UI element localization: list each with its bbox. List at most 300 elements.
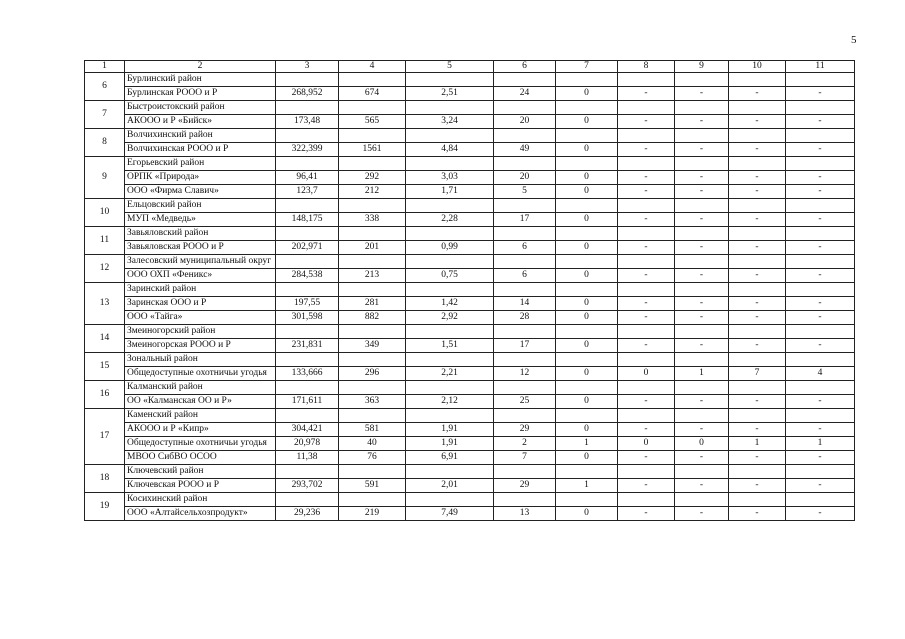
empty-cell [494, 227, 556, 241]
value-cell-col-3: 293,702 [276, 479, 339, 493]
value-cell-col-3: 171,611 [276, 395, 339, 409]
entity-name: ООО «Тайга» [125, 311, 276, 325]
empty-cell [786, 283, 855, 297]
value-cell-col-5: 0,99 [406, 241, 494, 255]
empty-cell [618, 255, 675, 269]
value-cell-col-5: 1,51 [406, 339, 494, 353]
value-cell-col-7: 0 [556, 115, 618, 129]
table-row [85, 213, 855, 227]
district-name: Бурлинский район [125, 73, 276, 87]
district-name: Калманский район [125, 381, 276, 395]
entity-name: ООО ОХП «Феникс» [125, 269, 276, 283]
column-header-6: 6 [494, 61, 556, 73]
value-cell-col-3: 29,236 [276, 507, 339, 521]
district-name: Косихинский район [125, 493, 276, 507]
row-number: 8 [85, 129, 125, 157]
value-cell-col-10: - [729, 213, 786, 227]
empty-cell [339, 381, 406, 395]
empty-cell [786, 493, 855, 507]
empty-cell [494, 465, 556, 479]
empty-cell [786, 255, 855, 269]
value-cell-col-3: 123,7 [276, 185, 339, 199]
empty-cell [618, 325, 675, 339]
district-row [85, 157, 855, 171]
value-cell-col-9: - [675, 507, 729, 521]
value-cell-col-8: - [618, 143, 675, 157]
empty-cell [494, 129, 556, 143]
empty-cell [494, 157, 556, 171]
empty-cell [276, 199, 339, 213]
value-cell-col-8: - [618, 451, 675, 465]
entity-name: Змеиногорская РООО и Р [125, 339, 276, 353]
empty-cell [406, 129, 494, 143]
entity-name: ОРПК «Природа» [125, 171, 276, 185]
value-cell-col-6: 29 [494, 479, 556, 493]
value-cell-col-6: 5 [494, 185, 556, 199]
empty-cell [729, 409, 786, 423]
value-cell-col-11: - [786, 297, 855, 311]
empty-cell [618, 409, 675, 423]
empty-cell [494, 199, 556, 213]
value-cell-col-10: - [729, 115, 786, 129]
value-cell-col-11: - [786, 213, 855, 227]
table-row [85, 507, 855, 521]
table-header [85, 61, 855, 73]
empty-cell [276, 157, 339, 171]
empty-cell [556, 381, 618, 395]
empty-cell [406, 255, 494, 269]
table-row [85, 367, 855, 381]
empty-cell [618, 227, 675, 241]
empty-cell [675, 325, 729, 339]
table-row [85, 311, 855, 325]
value-cell-col-5: 2,92 [406, 311, 494, 325]
entity-name: ООО «Алтайсельхозпродукт» [125, 507, 276, 521]
value-cell-col-7: 0 [556, 395, 618, 409]
table-row [85, 423, 855, 437]
value-cell-col-3: 96,41 [276, 171, 339, 185]
table-body [85, 73, 855, 521]
row-number: 15 [85, 353, 125, 381]
empty-cell [729, 199, 786, 213]
empty-cell [618, 493, 675, 507]
empty-cell [556, 465, 618, 479]
empty-cell [618, 283, 675, 297]
value-cell-col-4: 40 [339, 437, 406, 451]
value-cell-col-9: - [675, 185, 729, 199]
value-cell-col-9: - [675, 171, 729, 185]
empty-cell [786, 465, 855, 479]
column-header-2: 2 [125, 61, 276, 73]
empty-cell [406, 381, 494, 395]
empty-cell [494, 409, 556, 423]
district-name: Егорьевский район [125, 157, 276, 171]
value-cell-col-5: 1,42 [406, 297, 494, 311]
value-cell-col-9: - [675, 297, 729, 311]
value-cell-col-5: 2,12 [406, 395, 494, 409]
empty-cell [494, 493, 556, 507]
empty-cell [276, 101, 339, 115]
value-cell-col-4: 363 [339, 395, 406, 409]
value-cell-col-8: - [618, 423, 675, 437]
column-header-8: 8 [618, 61, 675, 73]
empty-cell [786, 325, 855, 339]
district-row [85, 227, 855, 241]
value-cell-col-8: - [618, 213, 675, 227]
value-cell-col-4: 591 [339, 479, 406, 493]
value-cell-col-8: 0 [618, 367, 675, 381]
empty-cell [494, 101, 556, 115]
district-row [85, 409, 855, 423]
value-cell-col-3: 173,48 [276, 115, 339, 129]
value-cell-col-8: - [618, 171, 675, 185]
value-cell-col-4: 674 [339, 87, 406, 101]
entity-name: Волчихинская РООО и Р [125, 143, 276, 157]
value-cell-col-7: 0 [556, 297, 618, 311]
value-cell-col-3: 148,175 [276, 213, 339, 227]
value-cell-col-7: 0 [556, 185, 618, 199]
value-cell-col-3: 231,831 [276, 339, 339, 353]
entity-name: АКООО и Р «Бийск» [125, 115, 276, 129]
value-cell-col-8: - [618, 339, 675, 353]
empty-cell [675, 255, 729, 269]
empty-cell [675, 409, 729, 423]
value-cell-col-10: - [729, 143, 786, 157]
table-row [85, 143, 855, 157]
value-cell-col-4: 882 [339, 311, 406, 325]
value-cell-col-8: - [618, 269, 675, 283]
column-header-10: 10 [729, 61, 786, 73]
value-cell-col-10: - [729, 339, 786, 353]
value-cell-col-6: 25 [494, 395, 556, 409]
empty-cell [339, 73, 406, 87]
value-cell-col-5: 2,21 [406, 367, 494, 381]
empty-cell [494, 325, 556, 339]
value-cell-col-4: 213 [339, 269, 406, 283]
value-cell-col-10: - [729, 311, 786, 325]
value-cell-col-5: 3,24 [406, 115, 494, 129]
column-header-1: 1 [85, 61, 125, 73]
value-cell-col-11: 1 [786, 437, 855, 451]
value-cell-col-10: 7 [729, 367, 786, 381]
table-row [85, 437, 855, 451]
district-row [85, 101, 855, 115]
value-cell-col-5: 7,49 [406, 507, 494, 521]
value-cell-col-7: 1 [556, 437, 618, 451]
value-cell-col-11: - [786, 269, 855, 283]
value-cell-col-4: 281 [339, 297, 406, 311]
district-name: Змеиногорский район [125, 325, 276, 339]
table-row [85, 171, 855, 185]
empty-cell [618, 101, 675, 115]
empty-cell [276, 129, 339, 143]
value-cell-col-6: 24 [494, 87, 556, 101]
empty-cell [675, 381, 729, 395]
row-number: 13 [85, 283, 125, 325]
row-number: 19 [85, 493, 125, 521]
value-cell-col-7: 0 [556, 423, 618, 437]
value-cell-col-9: - [675, 395, 729, 409]
empty-cell [276, 73, 339, 87]
value-cell-col-3: 304,421 [276, 423, 339, 437]
value-cell-col-11: - [786, 143, 855, 157]
row-number: 18 [85, 465, 125, 493]
empty-cell [406, 227, 494, 241]
district-row [85, 353, 855, 367]
value-cell-col-11: 4 [786, 367, 855, 381]
column-header-9: 9 [675, 61, 729, 73]
empty-cell [276, 381, 339, 395]
value-cell-col-3: 284,538 [276, 269, 339, 283]
empty-cell [494, 353, 556, 367]
value-cell-col-8: - [618, 185, 675, 199]
empty-cell [339, 409, 406, 423]
empty-cell [675, 129, 729, 143]
empty-cell [675, 283, 729, 297]
empty-cell [618, 73, 675, 87]
empty-cell [675, 353, 729, 367]
value-cell-col-9: 0 [675, 437, 729, 451]
value-cell-col-5: 4,84 [406, 143, 494, 157]
value-cell-col-8: - [618, 115, 675, 129]
empty-cell [556, 157, 618, 171]
empty-cell [339, 283, 406, 297]
column-header-3: 3 [276, 61, 339, 73]
value-cell-col-5: 3,03 [406, 171, 494, 185]
district-row [85, 255, 855, 269]
value-cell-col-8: - [618, 241, 675, 255]
empty-cell [556, 409, 618, 423]
empty-cell [406, 73, 494, 87]
table-row [85, 451, 855, 465]
value-cell-col-10: - [729, 241, 786, 255]
value-cell-col-6: 2 [494, 437, 556, 451]
value-cell-col-5: 1,91 [406, 423, 494, 437]
district-name: Волчихинский район [125, 129, 276, 143]
empty-cell [556, 353, 618, 367]
table-row [85, 241, 855, 255]
value-cell-col-10: - [729, 297, 786, 311]
entity-name: МВОО СибВО ОСОО [125, 451, 276, 465]
empty-cell [729, 101, 786, 115]
district-name: Завьяловский район [125, 227, 276, 241]
district-name: Ключевский район [125, 465, 276, 479]
empty-cell [786, 381, 855, 395]
district-name: Залесовский муниципальный округ [125, 255, 276, 269]
empty-cell [276, 325, 339, 339]
empty-cell [276, 227, 339, 241]
value-cell-col-7: 0 [556, 269, 618, 283]
empty-cell [618, 199, 675, 213]
value-cell-col-7: 0 [556, 507, 618, 521]
value-cell-col-10: - [729, 185, 786, 199]
row-number: 10 [85, 199, 125, 227]
empty-cell [556, 283, 618, 297]
empty-cell [556, 493, 618, 507]
empty-cell [786, 157, 855, 171]
district-name: Ельцовский район [125, 199, 276, 213]
empty-cell [556, 129, 618, 143]
empty-cell [729, 465, 786, 479]
value-cell-col-8: - [618, 87, 675, 101]
value-cell-col-9: - [675, 479, 729, 493]
value-cell-col-7: 0 [556, 451, 618, 465]
value-cell-col-9: 1 [675, 367, 729, 381]
empty-cell [406, 493, 494, 507]
empty-cell [339, 227, 406, 241]
district-name: Зональный район [125, 353, 276, 367]
value-cell-col-8: - [618, 311, 675, 325]
empty-cell [729, 227, 786, 241]
row-number: 7 [85, 101, 125, 129]
value-cell-col-4: 581 [339, 423, 406, 437]
value-cell-col-11: - [786, 171, 855, 185]
entity-name: МУП «Медведь» [125, 213, 276, 227]
value-cell-col-6: 13 [494, 507, 556, 521]
value-cell-col-9: - [675, 213, 729, 227]
table-row [85, 87, 855, 101]
empty-cell [494, 73, 556, 87]
value-cell-col-9: - [675, 143, 729, 157]
empty-cell [786, 101, 855, 115]
empty-cell [406, 101, 494, 115]
value-cell-col-4: 338 [339, 213, 406, 227]
value-cell-col-6: 29 [494, 423, 556, 437]
value-cell-col-5: 6,91 [406, 451, 494, 465]
district-row [85, 283, 855, 297]
empty-cell [339, 493, 406, 507]
value-cell-col-10: - [729, 395, 786, 409]
value-cell-col-10: 1 [729, 437, 786, 451]
value-cell-col-4: 76 [339, 451, 406, 465]
empty-cell [406, 353, 494, 367]
value-cell-col-11: - [786, 115, 855, 129]
empty-cell [675, 73, 729, 87]
entity-name: Общедоступные охотничьи угодья [125, 367, 276, 381]
entity-name: Ключевская РООО и Р [125, 479, 276, 493]
column-header-5: 5 [406, 61, 494, 73]
value-cell-col-7: 0 [556, 213, 618, 227]
empty-cell [675, 465, 729, 479]
value-cell-col-4: 349 [339, 339, 406, 353]
column-header-7: 7 [556, 61, 618, 73]
empty-cell [618, 353, 675, 367]
value-cell-col-8: 0 [618, 437, 675, 451]
table-row [85, 115, 855, 129]
value-cell-col-9: - [675, 241, 729, 255]
district-row [85, 199, 855, 213]
value-cell-col-11: - [786, 339, 855, 353]
district-row [85, 129, 855, 143]
table-row [85, 339, 855, 353]
value-cell-col-8: - [618, 507, 675, 521]
value-cell-col-4: 292 [339, 171, 406, 185]
empty-cell [675, 199, 729, 213]
value-cell-col-6: 12 [494, 367, 556, 381]
district-row [85, 381, 855, 395]
empty-cell [276, 283, 339, 297]
value-cell-col-3: 202,971 [276, 241, 339, 255]
row-number: 9 [85, 157, 125, 199]
value-cell-col-6: 6 [494, 241, 556, 255]
empty-cell [494, 283, 556, 297]
empty-cell [556, 101, 618, 115]
empty-cell [786, 227, 855, 241]
district-row [85, 493, 855, 507]
empty-cell [786, 129, 855, 143]
district-name: Быстроистокский район [125, 101, 276, 115]
value-cell-col-9: - [675, 269, 729, 283]
entity-name: Бурлинская РООО и Р [125, 87, 276, 101]
table-row [85, 479, 855, 493]
empty-cell [339, 325, 406, 339]
empty-cell [339, 255, 406, 269]
value-cell-col-4: 219 [339, 507, 406, 521]
value-cell-col-9: - [675, 115, 729, 129]
empty-cell [729, 353, 786, 367]
value-cell-col-8: - [618, 395, 675, 409]
value-cell-col-11: - [786, 185, 855, 199]
table-row [85, 269, 855, 283]
table-row [85, 185, 855, 199]
empty-cell [729, 493, 786, 507]
empty-cell [406, 199, 494, 213]
value-cell-col-11: - [786, 395, 855, 409]
empty-cell [556, 199, 618, 213]
value-cell-col-7: 0 [556, 87, 618, 101]
empty-cell [556, 325, 618, 339]
entity-name: ООО «Фирма Славич» [125, 185, 276, 199]
value-cell-col-4: 201 [339, 241, 406, 255]
empty-cell [406, 465, 494, 479]
empty-cell [729, 73, 786, 87]
row-number: 17 [85, 409, 125, 465]
value-cell-col-8: - [618, 479, 675, 493]
value-cell-col-6: 14 [494, 297, 556, 311]
value-cell-col-8: - [618, 297, 675, 311]
empty-cell [339, 129, 406, 143]
empty-cell [675, 493, 729, 507]
entity-name: АКООО и Р «Кипр» [125, 423, 276, 437]
value-cell-col-3: 11,38 [276, 451, 339, 465]
value-cell-col-10: - [729, 87, 786, 101]
empty-cell [556, 73, 618, 87]
value-cell-col-5: 0,75 [406, 269, 494, 283]
value-cell-col-6: 49 [494, 143, 556, 157]
district-name: Заринский район [125, 283, 276, 297]
empty-cell [786, 73, 855, 87]
empty-cell [339, 101, 406, 115]
district-name: Каменский район [125, 409, 276, 423]
value-cell-col-6: 6 [494, 269, 556, 283]
value-cell-col-11: - [786, 507, 855, 521]
value-cell-col-7: 0 [556, 311, 618, 325]
value-cell-col-9: - [675, 339, 729, 353]
empty-cell [406, 409, 494, 423]
entity-name: Общедоступные охотничьи угодья [125, 437, 276, 451]
value-cell-col-3: 20,978 [276, 437, 339, 451]
value-cell-col-11: - [786, 479, 855, 493]
value-cell-col-4: 1561 [339, 143, 406, 157]
value-cell-col-10: - [729, 171, 786, 185]
value-cell-col-11: - [786, 423, 855, 437]
empty-cell [729, 325, 786, 339]
empty-cell [786, 409, 855, 423]
empty-cell [618, 465, 675, 479]
empty-cell [729, 157, 786, 171]
empty-cell [618, 129, 675, 143]
value-cell-col-6: 20 [494, 115, 556, 129]
